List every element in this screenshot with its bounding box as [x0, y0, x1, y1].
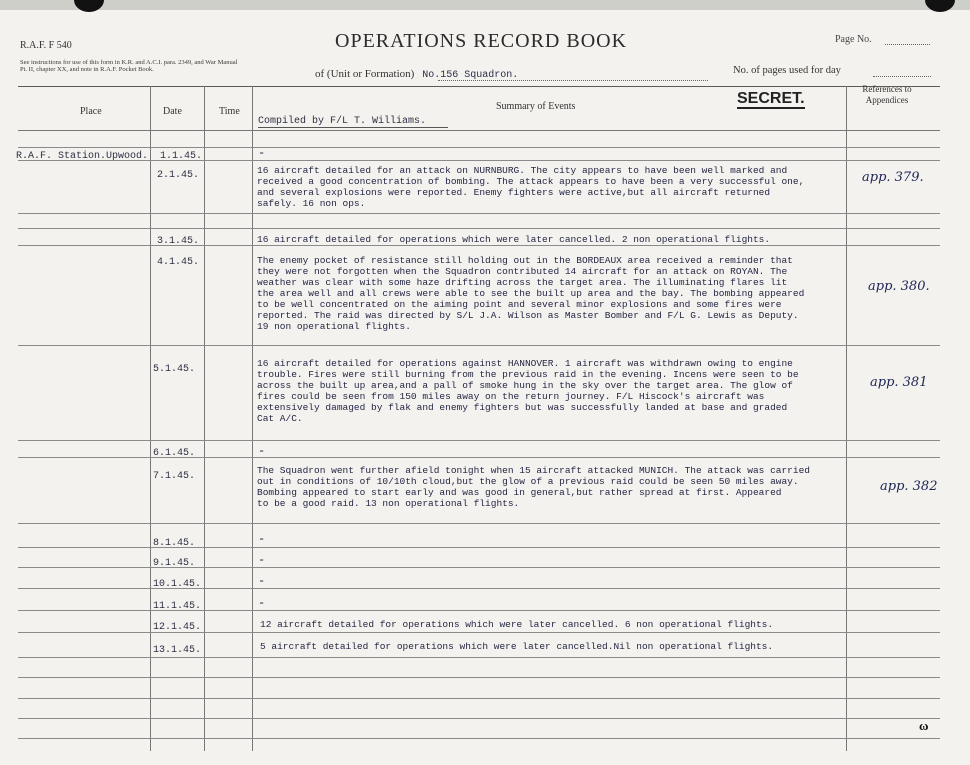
entry-summary: -	[258, 596, 266, 610]
entry-date: 11.1.45.	[153, 601, 202, 612]
row-rule	[18, 147, 940, 148]
page-number-label: Page No.	[835, 34, 872, 45]
row-rule	[18, 213, 940, 214]
compiled-by: Compiled by F/L T. Williams.	[258, 116, 427, 127]
header-bottom-border	[18, 130, 940, 131]
column-header-time: Time	[219, 106, 240, 117]
punch-hole	[74, 0, 104, 12]
unit-line	[438, 80, 708, 81]
column-header-references: References to Appendices	[862, 84, 912, 105]
punch-hole	[925, 0, 955, 12]
entry-summary: 12 aircraft detailed for operations which were later cancelled. 6 non operational flights.	[260, 619, 774, 630]
entry-date: 3.1.45.	[157, 236, 200, 247]
column-divider	[150, 86, 151, 751]
entry-date: 5.1.45.	[153, 364, 196, 375]
table-top-border	[18, 86, 940, 87]
appendix-reference: app. 380.	[868, 279, 930, 294]
entry-summary: -	[258, 444, 266, 458]
appendix-reference: app. 379.	[862, 170, 924, 185]
unit-value: No.156 Squadron.	[422, 70, 519, 81]
column-header-summary: Summary of Events	[496, 101, 576, 112]
pages-used-line	[873, 76, 931, 77]
compiled-underline	[258, 127, 448, 128]
appendix-reference: app. 381	[870, 375, 928, 390]
row-rule	[18, 345, 940, 346]
entry-summary: The enemy pocket of resistance still holding out in the BORDEAUX area received a reminder that they were not forgotten when the Squadron contributed 14 aircraft for an attack on ROYAN. The weather was clear with some haze drifting across the target area. The illuminating flares lit the area well and all crews were able to see the built up area and the bay. The bombing appeared to be well concentrated on the aiming point and several minor explosions and some fires were reported. The raid was directed by S/L J.A. Wilson as Master Bomber and F/L G. Lewis as Deputy. 19 non operational flights.	[257, 255, 805, 332]
column-header-date: Date	[163, 106, 182, 117]
entry-summary: 5 aircraft detailed for operations which were later cancelled.Nil non operational flights.	[260, 641, 774, 652]
corner-mark: ω	[919, 718, 929, 733]
entry-summary: 16 aircraft detailed for operations which were later cancelled. 2 non operational flights.	[257, 234, 771, 245]
page-number-line	[885, 44, 930, 45]
form-number: R.A.F. F 540	[20, 40, 72, 51]
entry-summary: The Squadron went further afield tonight when 15 aircraft attacked MUNICH. The attack was carried out in conditions of 10/10th cloud,but the glow of a previous raid could be seen 50 miles away. Bombing appeared to start early and was good in general,but rather spread at first. Appeared to be a good raid. 13 non operational flights.	[257, 465, 810, 509]
entry-date: 13.1.45.	[153, 645, 202, 656]
column-header-place: Place	[80, 106, 102, 117]
row-rule	[18, 718, 940, 719]
row-rule	[18, 523, 940, 524]
entry-date: 12.1.45.	[153, 622, 202, 633]
entry-date: 6.1.45.	[153, 448, 196, 459]
entry-summary: -	[258, 532, 266, 546]
row-rule	[18, 738, 940, 739]
column-divider	[204, 86, 205, 751]
form-instructions: See instructions for use of this form in K.R. and A.C.I. para. 2349, and War Manual Pt. II, chapter XX, and note in R.A.F. Pocket Book.	[20, 59, 238, 73]
unit-label: of (Unit or Formation)	[315, 68, 415, 80]
entry-date: 9.1.45.	[153, 558, 196, 569]
entry-date: 4.1.45.	[157, 257, 200, 268]
entry-date: 10.1.45.	[153, 579, 202, 590]
row-rule	[18, 228, 940, 229]
entry-summary: -	[258, 574, 266, 588]
entry-date: 2.1.45.	[157, 170, 200, 181]
entry-date: 7.1.45.	[153, 471, 196, 482]
row-rule	[18, 698, 940, 699]
place-value: R.A.F. Station.Upwood.	[16, 151, 149, 162]
page-title: OPERATIONS RECORD BOOK	[335, 30, 628, 52]
appendix-reference: app. 382	[880, 479, 938, 494]
entry-date: 1.1.45.	[160, 151, 203, 162]
entry-summary: -	[258, 553, 266, 567]
row-rule	[18, 657, 940, 658]
entry-summary: -	[258, 146, 266, 160]
column-divider	[846, 86, 847, 751]
secret-stamp: SECRET.	[737, 90, 805, 107]
row-rule	[18, 677, 940, 678]
entry-summary: 16 aircraft detailed for an attack on NURNBURG. The city appears to have been well marked and received a good concentration of bombing. The attack appears to have been a very successful one, and several explosions were reported. Enemy fighters were active,but all aircraft returned safely. 16 non ops.	[257, 165, 805, 209]
pages-used-label: No. of pages used for day	[733, 65, 841, 76]
column-divider	[252, 86, 253, 751]
entry-date: 8.1.45.	[153, 538, 196, 549]
entry-summary: 16 aircraft detailed for operations against HANNOVER. 1 aircraft was withdrawn owing to engine trouble. Fires were still burning from the previous raid in the evening. Incens were seen to be across the built up area,and a pall of smoke hung in the sky over the target area. The glow of fires could be seen from 150 miles away on the return journey. F/L Hiscock's aircraft was extensively damaged by flak and enemy fighters but was successfully landed at base and graded Cat A/C.	[257, 358, 799, 424]
row-rule	[18, 440, 940, 441]
scan-top-edge	[0, 0, 970, 10]
row-rule	[18, 160, 940, 161]
